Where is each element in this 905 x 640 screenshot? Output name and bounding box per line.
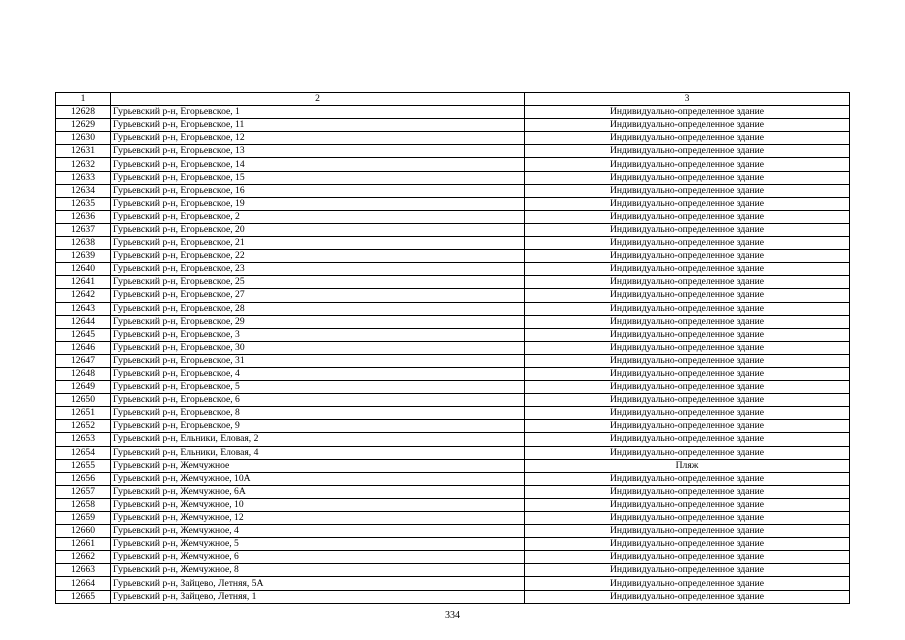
row-number-cell: 12653 (56, 433, 111, 446)
table-row (56, 420, 850, 433)
table-row (56, 354, 850, 367)
row-number-cell: 12640 (56, 263, 111, 276)
row-type-cell: Индивидуально-определенное здание (525, 158, 850, 171)
row-type-cell: Индивидуально-определенное здание (525, 289, 850, 302)
row-type-cell: Индивидуально-определенное здание (525, 367, 850, 380)
table-row (56, 132, 850, 145)
row-address-cell: Гурьевский р-н, Зайцево, Летняя, 5А (111, 577, 525, 590)
row-number-cell: 12639 (56, 250, 111, 263)
registry-table (55, 92, 850, 604)
row-type-cell: Индивидуально-определенное здание (525, 197, 850, 210)
row-number-cell: 12663 (56, 564, 111, 577)
row-type-cell: Индивидуально-определенное здание (525, 590, 850, 603)
row-address-cell: Гурьевский р-н, Егорьевское, 21 (111, 237, 525, 250)
row-number-cell: 12656 (56, 472, 111, 485)
row-number-cell: 12634 (56, 184, 111, 197)
table-row (56, 302, 850, 315)
table-row (56, 512, 850, 525)
row-address-cell: Гурьевский р-н, Егорьевское, 14 (111, 158, 525, 171)
row-address-cell: Гурьевский р-н, Егорьевское, 20 (111, 223, 525, 236)
row-number-cell: 12658 (56, 498, 111, 511)
row-number-cell: 12630 (56, 132, 111, 145)
row-number-cell: 12659 (56, 512, 111, 525)
row-type-cell: Индивидуально-определенное здание (525, 551, 850, 564)
row-number-cell: 12664 (56, 577, 111, 590)
row-number-cell: 12657 (56, 485, 111, 498)
row-type-cell: Индивидуально-определенное здание (525, 525, 850, 538)
row-type-cell: Индивидуально-определенное здание (525, 577, 850, 590)
row-address-cell: Гурьевский р-н, Егорьевское, 15 (111, 171, 525, 184)
table-row (56, 223, 850, 236)
row-address-cell: Гурьевский р-н, Егорьевское, 4 (111, 367, 525, 380)
row-address-cell: Гурьевский р-н, Егорьевское, 5 (111, 381, 525, 394)
row-address-cell: Гурьевский р-н, Егорьевское, 23 (111, 263, 525, 276)
table-header-row (56, 93, 850, 106)
row-type-cell: Пляж (525, 459, 850, 472)
row-type-cell: Индивидуально-определенное здание (525, 237, 850, 250)
table-row (56, 459, 850, 472)
row-number-cell: 12662 (56, 551, 111, 564)
row-type-cell: Индивидуально-определенное здание (525, 171, 850, 184)
table-row (56, 184, 850, 197)
row-address-cell: Гурьевский р-н, Егорьевское, 25 (111, 276, 525, 289)
row-number-cell: 12629 (56, 119, 111, 132)
row-type-cell: Индивидуально-определенное здание (525, 354, 850, 367)
row-number-cell: 12635 (56, 197, 111, 210)
table-row (56, 106, 850, 119)
row-number-cell: 12637 (56, 223, 111, 236)
row-address-cell: Гурьевский р-н, Егорьевское, 13 (111, 145, 525, 158)
row-type-cell: Индивидуально-определенное здание (525, 538, 850, 551)
row-address-cell: Гурьевский р-н, Жемчужное, 12 (111, 512, 525, 525)
row-number-cell: 12654 (56, 446, 111, 459)
row-address-cell: Гурьевский р-н, Егорьевское, 12 (111, 132, 525, 145)
row-type-cell: Индивидуально-определенное здание (525, 106, 850, 119)
row-address-cell: Гурьевский р-н, Егорьевское, 1 (111, 106, 525, 119)
row-address-cell: Гурьевский р-н, Жемчужное, 10А (111, 472, 525, 485)
row-type-cell: Индивидуально-определенное здание (525, 132, 850, 145)
row-number-cell: 12628 (56, 106, 111, 119)
row-number-cell: 12649 (56, 381, 111, 394)
row-type-cell: Индивидуально-определенное здание (525, 210, 850, 223)
table-row (56, 525, 850, 538)
row-type-cell: Индивидуально-определенное здание (525, 407, 850, 420)
row-type-cell: Индивидуально-определенное здание (525, 394, 850, 407)
row-address-cell: Гурьевский р-н, Егорьевское, 2 (111, 210, 525, 223)
row-address-cell: Гурьевский р-н, Егорьевское, 6 (111, 394, 525, 407)
table-row (56, 394, 850, 407)
row-address-cell: Гурьевский р-н, Жемчужное (111, 459, 525, 472)
row-address-cell: Гурьевский р-н, Егорьевское, 9 (111, 420, 525, 433)
row-type-cell: Индивидуально-определенное здание (525, 381, 850, 394)
table-row (56, 210, 850, 223)
row-number-cell: 12646 (56, 341, 111, 354)
row-type-cell: Индивидуально-определенное здание (525, 263, 850, 276)
row-number-cell: 12661 (56, 538, 111, 551)
column-header-type: 3 (525, 93, 850, 106)
row-type-cell: Индивидуально-определенное здание (525, 433, 850, 446)
row-address-cell: Гурьевский р-н, Егорьевское, 29 (111, 315, 525, 328)
table-row (56, 328, 850, 341)
row-type-cell: Индивидуально-определенное здание (525, 341, 850, 354)
row-address-cell: Гурьевский р-н, Зайцево, Летняя, 1 (111, 590, 525, 603)
table-row (56, 289, 850, 302)
row-address-cell: Гурьевский р-н, Егорьевское, 28 (111, 302, 525, 315)
table-row (56, 119, 850, 132)
row-address-cell: Гурьевский р-н, Егорьевское, 16 (111, 184, 525, 197)
column-header-address: 2 (111, 93, 525, 106)
table-row (56, 538, 850, 551)
row-type-cell: Индивидуально-определенное здание (525, 328, 850, 341)
row-address-cell: Гурьевский р-н, Егорьевское, 22 (111, 250, 525, 263)
row-number-cell: 12638 (56, 237, 111, 250)
row-type-cell: Индивидуально-определенное здание (525, 184, 850, 197)
row-type-cell: Индивидуально-определенное здание (525, 485, 850, 498)
row-type-cell: Индивидуально-определенное здание (525, 250, 850, 263)
row-type-cell: Индивидуально-определенное здание (525, 420, 850, 433)
row-address-cell: Гурьевский р-н, Егорьевское, 30 (111, 341, 525, 354)
table-row (56, 577, 850, 590)
table-row (56, 237, 850, 250)
row-type-cell: Индивидуально-определенное здание (525, 145, 850, 158)
row-number-cell: 12643 (56, 302, 111, 315)
row-address-cell: Гурьевский р-н, Егорьевское, 3 (111, 328, 525, 341)
row-address-cell: Гурьевский р-н, Егорьевское, 8 (111, 407, 525, 420)
table-row (56, 551, 850, 564)
table-row (56, 158, 850, 171)
row-address-cell: Гурьевский р-н, Жемчужное, 6 (111, 551, 525, 564)
row-number-cell: 12647 (56, 354, 111, 367)
row-address-cell: Гурьевский р-н, Егорьевское, 31 (111, 354, 525, 367)
row-number-cell: 12655 (56, 459, 111, 472)
table-row (56, 315, 850, 328)
row-number-cell: 12660 (56, 525, 111, 538)
table-row (56, 367, 850, 380)
row-type-cell: Индивидуально-определенное здание (525, 302, 850, 315)
table-row (56, 341, 850, 354)
row-address-cell: Гурьевский р-н, Егорьевское, 19 (111, 197, 525, 210)
table-row (56, 381, 850, 394)
row-address-cell: Гурьевский р-н, Жемчужное, 10 (111, 498, 525, 511)
table-row (56, 145, 850, 158)
row-number-cell: 12645 (56, 328, 111, 341)
row-address-cell: Гурьевский р-н, Жемчужное, 4 (111, 525, 525, 538)
table-row (56, 250, 850, 263)
table-row (56, 446, 850, 459)
row-type-cell: Индивидуально-определенное здание (525, 315, 850, 328)
row-type-cell: Индивидуально-определенное здание (525, 446, 850, 459)
row-address-cell: Гурьевский р-н, Жемчужное, 8 (111, 564, 525, 577)
table-row (56, 498, 850, 511)
row-number-cell: 12652 (56, 420, 111, 433)
table-row (56, 472, 850, 485)
table-row (56, 564, 850, 577)
table-row (56, 407, 850, 420)
table-row (56, 263, 850, 276)
row-type-cell: Индивидуально-определенное здание (525, 512, 850, 525)
row-address-cell: Гурьевский р-н, Жемчужное, 6А (111, 485, 525, 498)
row-number-cell: 12632 (56, 158, 111, 171)
row-number-cell: 12650 (56, 394, 111, 407)
row-type-cell: Индивидуально-определенное здание (525, 472, 850, 485)
row-type-cell: Индивидуально-определенное здание (525, 498, 850, 511)
row-number-cell: 12641 (56, 276, 111, 289)
table-body (56, 106, 850, 604)
table-row (56, 590, 850, 603)
row-number-cell: 12642 (56, 289, 111, 302)
row-number-cell: 12651 (56, 407, 111, 420)
table-row (56, 197, 850, 210)
table-row (56, 485, 850, 498)
table-row (56, 276, 850, 289)
row-number-cell: 12631 (56, 145, 111, 158)
row-address-cell: Гурьевский р-н, Егорьевское, 27 (111, 289, 525, 302)
row-type-cell: Индивидуально-определенное здание (525, 119, 850, 132)
row-type-cell: Индивидуально-определенное здание (525, 276, 850, 289)
row-address-cell: Гурьевский р-н, Жемчужное, 5 (111, 538, 525, 551)
row-number-cell: 12648 (56, 367, 111, 380)
row-type-cell: Индивидуально-определенное здание (525, 223, 850, 236)
row-address-cell: Гурьевский р-н, Егорьевское, 11 (111, 119, 525, 132)
row-type-cell: Индивидуально-определенное здание (525, 564, 850, 577)
row-number-cell: 12636 (56, 210, 111, 223)
table-row (56, 171, 850, 184)
row-number-cell: 12665 (56, 590, 111, 603)
page-number: 334 (445, 610, 460, 621)
column-header-number: 1 (56, 93, 111, 106)
row-number-cell: 12644 (56, 315, 111, 328)
row-address-cell: Гурьевский р-н, Ельники, Еловая, 4 (111, 446, 525, 459)
table-row (56, 433, 850, 446)
row-number-cell: 12633 (56, 171, 111, 184)
row-address-cell: Гурьевский р-н, Ельники, Еловая, 2 (111, 433, 525, 446)
